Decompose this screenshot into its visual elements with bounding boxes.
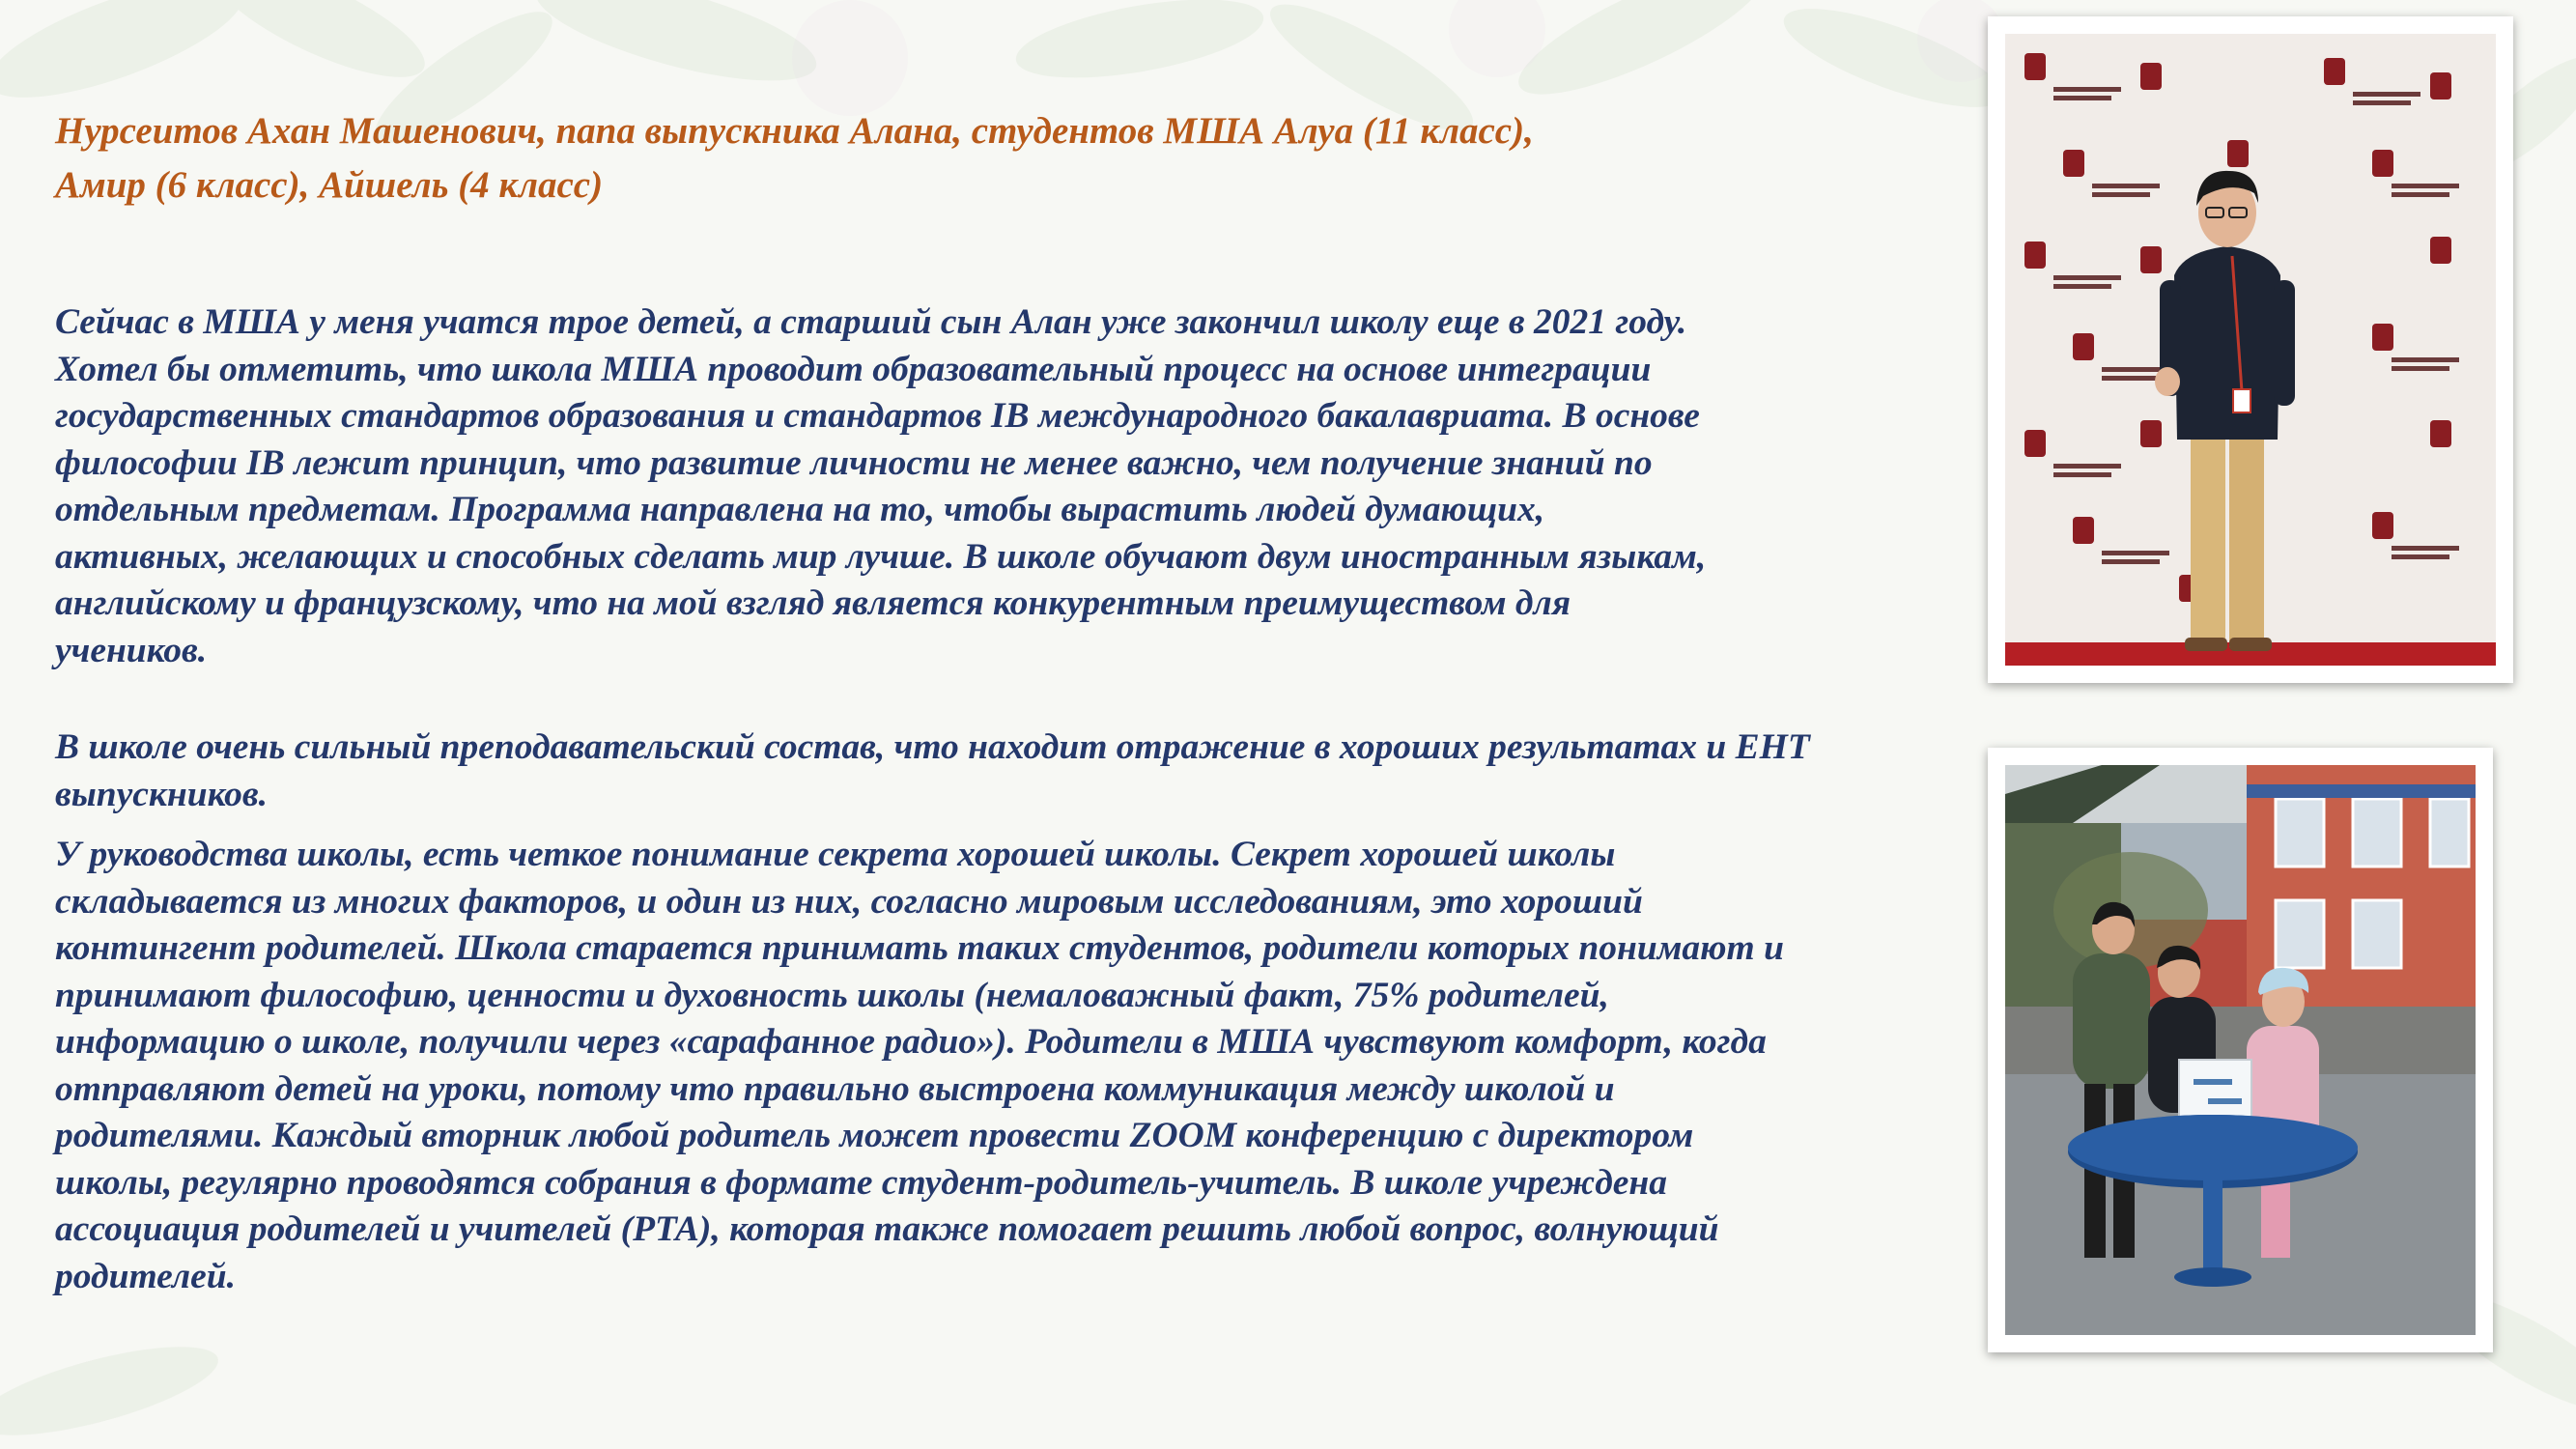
author-line: Нурсеитов Ахан Машенович, папа выпускника Алана, студентов МША Алуа (11 класс), [55, 110, 1534, 152]
author-caption [55, 104, 1963, 213]
photo-graduate [1988, 16, 2513, 683]
text-line: контингент родителей. Школа старается принимать таких студентов, родители которых понимают и [55, 928, 1784, 968]
text-line: английскому и французскому, что на мой взгляд является конкурентным преимуществом для [55, 583, 1571, 623]
photo-graduate-image [2005, 34, 2496, 666]
text-line: Хотел бы отметить, что школа МША проводит образовательный процесс на основе интеграции [55, 349, 1652, 389]
text-line: школы, регулярно проводятся собрания в формате студент-родитель-учитель. В школе учреждена [55, 1162, 1668, 1203]
text-line: ассоциация родителей и учителей (PTA), которая также помогает решить любой вопрос, волнующий [55, 1209, 1719, 1249]
text-line: родителями. Каждый вторник любой родитель может провести ZOOM конференцию с директором [55, 1116, 1694, 1155]
text-line: выпускников. [55, 774, 269, 814]
text-line: У руководства школы, есть четкое понимание секрета хорошей школы. Секрет хорошей школы [55, 835, 1616, 874]
text-line: философии IB лежит принцип, что развитие личности не менее важно, чем получение знаний по [55, 442, 1653, 483]
text-line: складывается из многих факторов, и один из них, согласно мировым исследованиям, это хороший [55, 881, 1643, 922]
photo-family-voting-image [2005, 765, 2476, 1335]
author-line: Амир (6 класс), Айшель (4 класс) [55, 164, 604, 206]
photo-family-voting [1988, 748, 2493, 1352]
text-line: информацию о школе, получили через «сарафанное радио»). Родители в МША чувствуют комфорт, когда [55, 1022, 1767, 1062]
text-line: В школе очень сильный преподавательский состав, что находит отражение в хороших результатах и ЕНТ [55, 727, 1810, 767]
text-line: принимают философию, ценности и духовность школы (немаловажный факт, 75% родителей, [55, 975, 1609, 1015]
text-line: отправляют детей на уроки, потому что правильно выстроена коммуникация между школой и [55, 1068, 1615, 1109]
article-text [55, 104, 1963, 1300]
text-line: родителей. [55, 1256, 236, 1296]
text-line: Сейчас в МША у меня учатся трое детей, а старший сын Алан уже закончил школу еще в 2021 году. [55, 302, 1687, 342]
paragraph-education [55, 299, 1963, 674]
text-line: учеников. [55, 630, 208, 670]
paragraph-parents [55, 832, 1963, 1300]
text-line: отдельным предметам. Программа направлена на то, чтобы вырастить людей думающих, [55, 490, 1545, 529]
text-line: активных, желающих и способных сделать мир лучше. В школе обучают двум иностранным языкам, [55, 536, 1707, 577]
paragraph-teachers [55, 724, 1963, 818]
text-line: государственных стандартов образования и стандартов IB международного бакалавриата. В основе [55, 396, 1700, 436]
